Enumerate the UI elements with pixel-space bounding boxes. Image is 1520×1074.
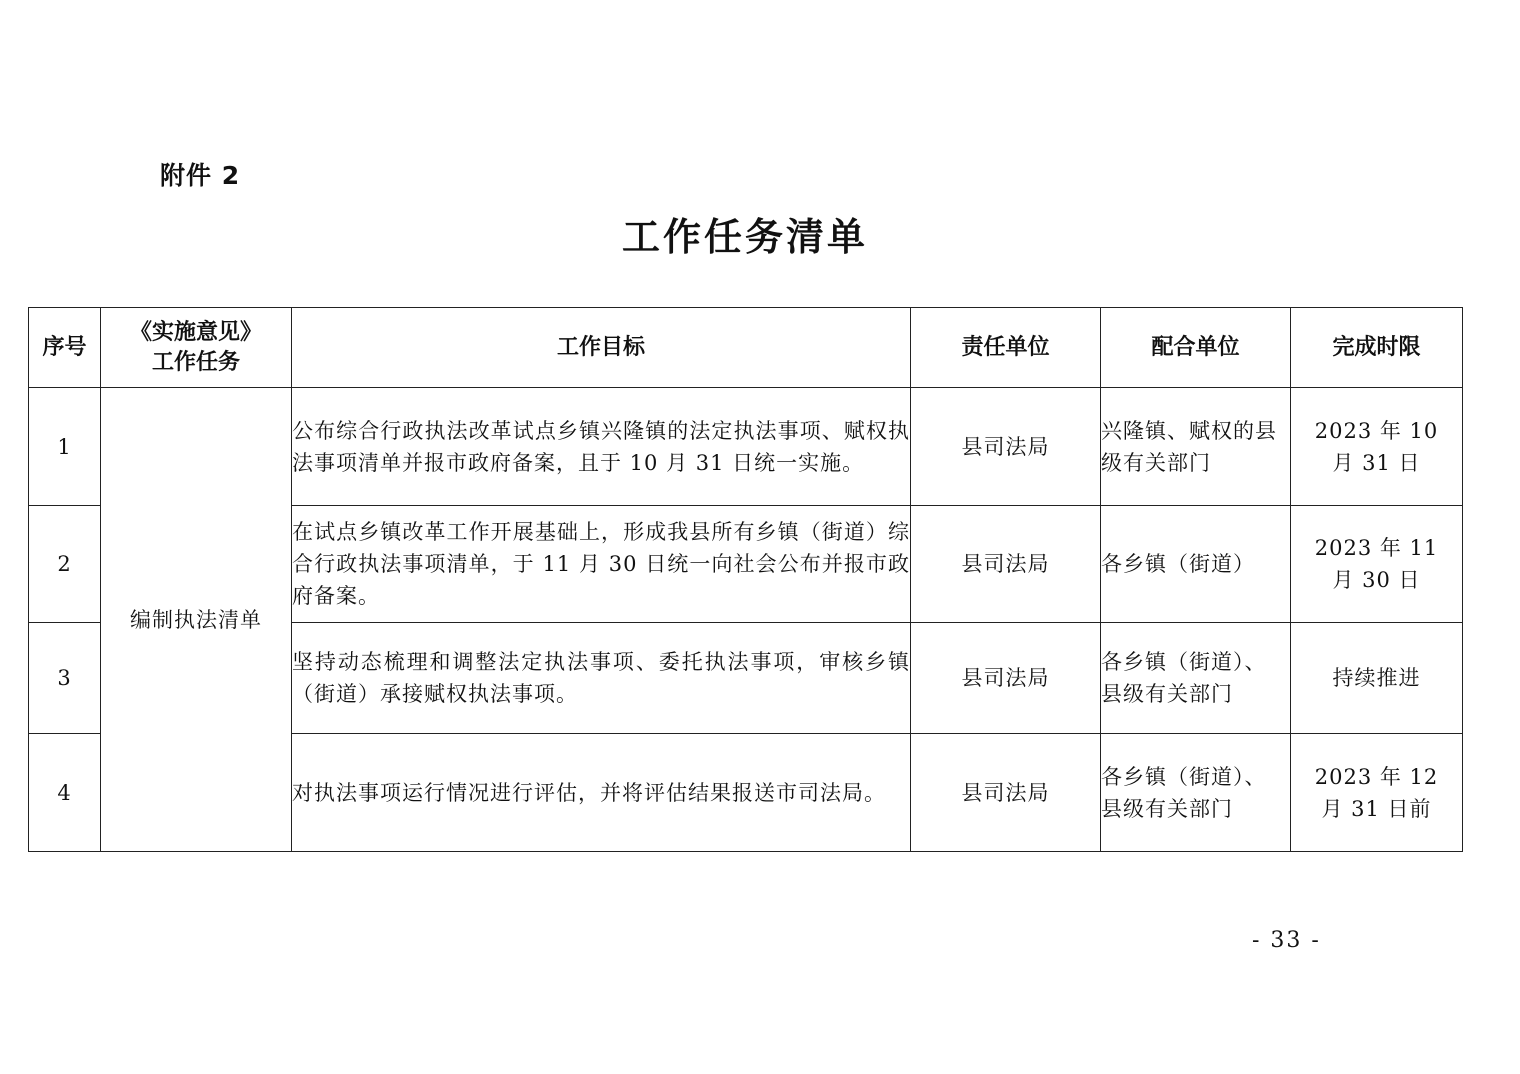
header-seq: 序号 [29,308,101,388]
task-table [28,307,1463,852]
row-deadline-text: 持续推进 [1332,666,1421,690]
header-cooperating: 配合单位 [1101,308,1291,388]
header-goal: 工作目标 [292,308,911,388]
row-goal: 对执法事项运行情况进行评估，并将评估结果报送市司法局。 [292,734,911,852]
row-responsible: 县司法局 [911,506,1101,623]
row-deadline [1291,734,1463,852]
row-cooperating-text: 各乡镇（街道）、县级有关部门 [1101,764,1267,821]
row-seq: 1 [29,388,101,506]
row-goal: 坚持动态梳理和调整法定执法事项、委托执法事项，审核乡镇（街道）承接赋权执法事项。 [292,623,911,734]
header-deadline: 完成时限 [1291,308,1463,388]
row-goal: 在试点乡镇改革工作开展基础上，形成我县所有乡镇（街道）综合行政执法事项清单，于 11 月 30 日统一向社会公布并报市政府备案。 [292,506,911,623]
row-cooperating-text: 各乡镇（街道）、县级有关部门 [1101,650,1267,706]
row-responsible: 县司法局 [911,623,1101,734]
table-header-row [29,308,1463,388]
row-seq: 4 [29,734,101,852]
row-deadline-text: 2023 年 11 月 30 日 [1314,536,1439,592]
document-title: 工作任务清单 [621,214,868,259]
row-cooperating [1101,734,1291,852]
row-cooperating-text: 各乡镇（街道） [1101,552,1255,576]
header-task [101,308,292,388]
row-deadline [1291,506,1463,623]
page-number: - 33 - [1252,928,1321,953]
attachment-label: 附件 2 [160,161,241,190]
header-task-line1: 《实施意见》 [129,319,262,345]
row-responsible: 县司法局 [911,388,1101,506]
row-deadline-text: 2023 年 10 月 31 日 [1314,418,1439,475]
row-deadline [1291,623,1463,734]
table-row [29,388,1463,506]
row-responsible: 县司法局 [911,734,1101,852]
row-cooperating [1101,506,1291,623]
row-deadline [1291,388,1463,506]
row-cooperating [1101,388,1291,506]
row-seq: 2 [29,506,101,623]
row-cooperating-text: 兴隆镇、赋权的县级有关部门 [1101,418,1277,475]
header-task-line2: 工作任务 [151,349,240,375]
row-deadline-text: 2023 年 12 月 31 日前 [1314,764,1439,821]
row-goal: 公布综合行政执法改革试点乡镇兴隆镇的法定执法事项、赋权执法事项清单并报市政府备案，且于 10 月 31 日统一实施。 [292,388,911,506]
header-responsible: 责任单位 [911,308,1101,388]
row-seq: 3 [29,623,101,734]
row-cooperating [1101,623,1291,734]
task-group-cell: 编制执法清单 [101,388,292,852]
